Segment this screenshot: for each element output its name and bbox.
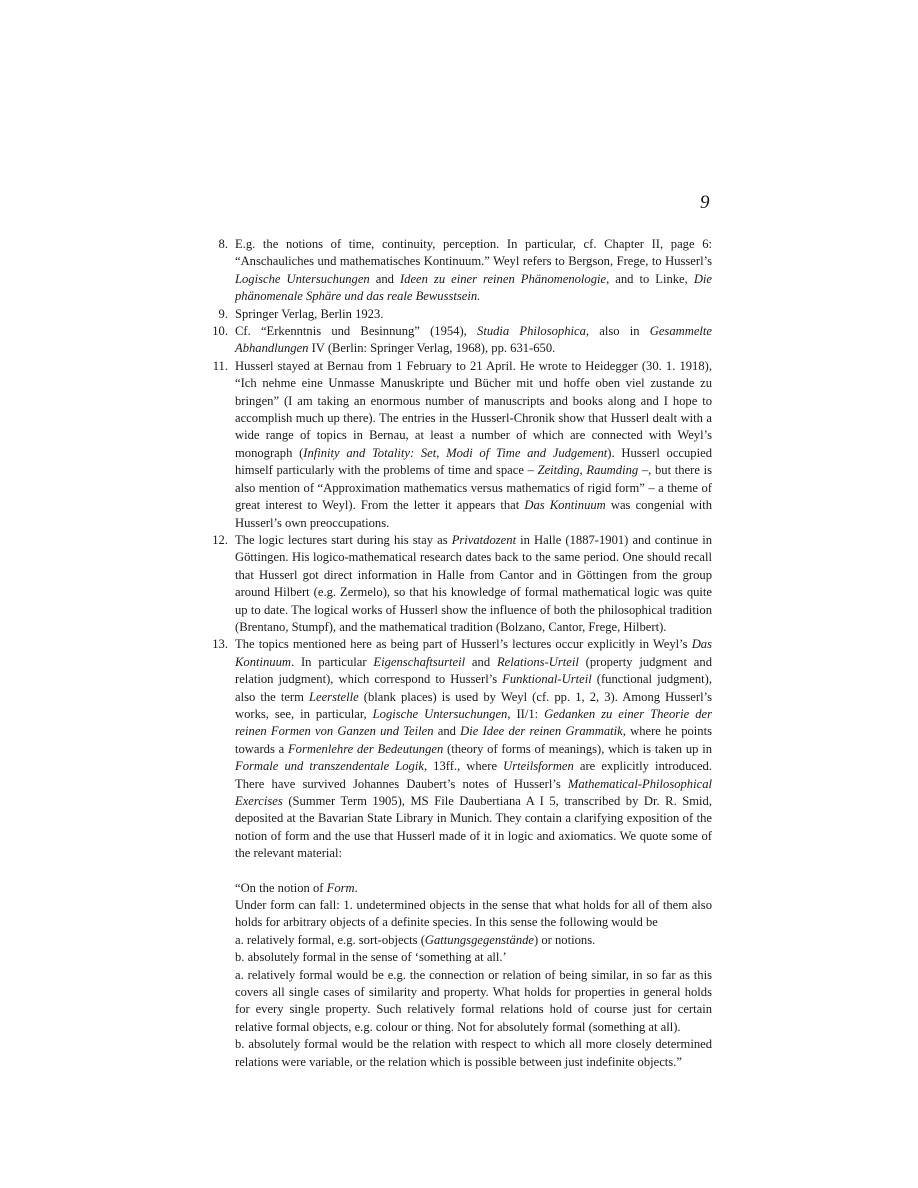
footnote-12 bbox=[200, 532, 712, 636]
quote-paragraph bbox=[235, 1036, 712, 1071]
text-run: , also in bbox=[585, 324, 650, 339]
text-run: a. relatively formal would be e.g. the connection or relation of being similar, in so far as this covers all single cases of similarity and property. What holds for properties in general holds for every single property. Such relatively formal relations hold of course just for certain relative formal objects, e.g. colour or thing. Not for absolutely formal (something at all). bbox=[235, 967, 712, 1034]
italic-text: Eigenschaftsurteil bbox=[373, 654, 466, 669]
italic-text: Logische Untersuchungen bbox=[235, 271, 370, 286]
text-run: and bbox=[433, 724, 461, 739]
text-run: IV (Berlin: Springer Verlag, 1968), pp. 631-650. bbox=[308, 341, 556, 356]
text-run: The topics mentioned here as being part of Husserl’s lectures occur explicitly in Weyl’s bbox=[235, 637, 692, 652]
text-run: , and to Linke, bbox=[606, 271, 694, 286]
text-run: Under form can fall: 1. undetermined objects in the sense that what holds for all of them also holds for arbitrary objects of a definite species. In this sense the following would be bbox=[235, 898, 712, 930]
text-run: Husserl stayed at Bernau from 1 February to 21 April. He wrote to Heidegger (30. 1. 1918), “Ich nehme eine Unmasse Manuskripte und Bücher mit und hoffe oben viel zustande zu bringen” (I am taking an enormous number of manuscripts and books along and I hope to accomplish much up there). The entries in the Husserl-Chronik show that Husserl dealt with a wide range of topics in Bernau, at least a number of which are connected with Weyl’s monograph ( bbox=[235, 358, 712, 460]
footnote-9 bbox=[200, 306, 712, 323]
text-run: , 13ff., where bbox=[423, 759, 504, 774]
text-run: a. relatively formal, e.g. sort-objects ( bbox=[235, 932, 425, 947]
footnote-11 bbox=[200, 358, 712, 532]
text-run: The logic lectures start during his stay as bbox=[235, 532, 452, 547]
text-run: , where he points towards a bbox=[235, 724, 713, 756]
footnote-text bbox=[235, 358, 712, 532]
italic-text: Privatdozent bbox=[451, 532, 517, 547]
italic-text: Gattungsgegenstände bbox=[424, 932, 535, 947]
italic-text: Gesammelte Abhandlungen bbox=[235, 324, 712, 356]
italic-text: Funktional-Urteil bbox=[502, 672, 592, 687]
footnote-number: 10. bbox=[212, 324, 228, 339]
footnote-10 bbox=[200, 323, 712, 358]
text-run: . bbox=[354, 880, 358, 895]
italic-text: Mathematical-Philosophical Exercises bbox=[235, 776, 712, 808]
text-run: Springer Verlag, Berlin 1923. bbox=[235, 306, 384, 321]
footnote-13 bbox=[200, 636, 712, 862]
text-run: Cf. “Erkenntnis und Besinnung” (1954), bbox=[235, 324, 478, 339]
text-run: . In particular bbox=[290, 654, 374, 669]
quote-paragraph bbox=[235, 932, 712, 949]
italic-text: Das Kontinuum bbox=[235, 637, 712, 669]
footnote-number: 13. bbox=[212, 637, 228, 652]
italic-text: Leerstelle bbox=[309, 689, 359, 704]
italic-text: Form bbox=[326, 880, 355, 895]
quote-paragraph bbox=[235, 897, 712, 932]
text-run: (blank places) is used by Weyl (cf. pp. 1, 2, 3). Among Husserl’s works, see, in particular, bbox=[235, 689, 712, 721]
footnote-text bbox=[235, 236, 712, 306]
text-run: are explicitly introduced. There have survived Johannes Daubert’s notes of Husserl’s bbox=[235, 759, 712, 791]
italic-text: Die phänomenale Sphäre und das reale Bewusstsein. bbox=[235, 271, 712, 304]
text-run: (functional judgment), also the term bbox=[235, 672, 712, 704]
text-run: in Halle (1887-1901) and continue in Göttingen. His logico-mathematical research dates back to the same period. One should recall that Husserl got direct information in Halle from Cantor and in Göttingen from the group around Hilbert (e.g. Zermelo), so that his knowledge of formal mathematical logic was quite up to date. The logical works of Husserl show the influence of both the philosophical tradition (Brentano, Stumpf), and the mathematical tradition (Bolzano, Cantor, Frege, Hilbert). bbox=[235, 532, 712, 634]
text-run: (theory of forms of meanings), which is taken up in bbox=[443, 741, 712, 756]
italic-text: Relations-Urteil bbox=[496, 654, 579, 669]
text-run: and bbox=[465, 654, 497, 669]
footnote-8 bbox=[200, 236, 712, 306]
footnote-text bbox=[235, 532, 712, 636]
footnote-number: 8. bbox=[218, 237, 228, 251]
footnote-text bbox=[235, 636, 712, 862]
italic-text: Urteilsformen bbox=[503, 759, 574, 774]
italic-text: Das Kontinuum bbox=[524, 498, 606, 513]
text-run: (Summer Term 1905), MS File Daubertiana A I 5, transcribed by Dr. R. Smid, deposited at the Bavarian State Library in Munich. They contain a clarifying exposition of the notion of form and the use that Husserl made of it in logic and axiomatics. We quote some of the relevant material: bbox=[235, 794, 712, 861]
italic-text: Formenlehre der Bedeutungen bbox=[287, 741, 444, 756]
italic-text: Zeitding, Raumding bbox=[537, 463, 639, 478]
italic-text: Gedanken zu einer Theorie der reinen Formen von Ganzen und Teilen bbox=[235, 706, 712, 739]
page-number: 9 bbox=[700, 192, 710, 213]
text-run: , II/1: bbox=[507, 706, 545, 721]
quote-paragraph bbox=[235, 949, 712, 966]
text-run: b. absolutely formal in the sense of ‘something at all.’ bbox=[235, 950, 507, 965]
quote-paragraph bbox=[235, 880, 712, 897]
footnote-number: 11. bbox=[212, 358, 228, 373]
text-run: b. absolutely formal would be the relation with respect to which all more closely determined relations were variable, or the relation which is possible between just indefinite objects.” bbox=[235, 1037, 712, 1069]
footnote-number: 9. bbox=[218, 306, 228, 321]
footnote-text bbox=[235, 323, 712, 358]
text-run: “On the notion of bbox=[235, 880, 327, 895]
italic-text: Ideen zu einer reinen Phänomenologie bbox=[399, 271, 607, 286]
block-quote bbox=[200, 880, 712, 1071]
quote-paragraph bbox=[235, 967, 712, 1037]
text-run: and bbox=[369, 271, 400, 286]
text-run: was congenial with Husserl’s own preoccupations. bbox=[235, 498, 713, 530]
footnote-text bbox=[235, 306, 712, 323]
italic-text: Formale und transzendentale Logik bbox=[235, 759, 424, 774]
footnotes bbox=[200, 236, 712, 1071]
text-run: E.g. the notions of time, continuity, perception. In particular, cf. Chapter II, page 6: “Anschauliches und mathematisches Kontinuum.” Weyl refers to Bergson, Frege, to Husserl’s bbox=[235, 237, 712, 269]
italic-text: Die Idee der reinen Grammatik bbox=[460, 724, 623, 739]
italic-text: Infinity and Totality: Set, Modi of Time and Judgement bbox=[303, 445, 608, 460]
footnote-number: 12. bbox=[212, 532, 228, 547]
italic-text: Studia Philosophica bbox=[477, 324, 586, 339]
italic-text: Logische Untersuchungen bbox=[372, 706, 508, 721]
text-run: ). Husserl occupied himself particularly with the problems of time and space – bbox=[235, 445, 712, 478]
text-run: (property judgment and relation judgment), which correspond to Husserl’s bbox=[235, 654, 712, 687]
text-run: –, but there is also mention of “Approximation mathematics versus mathematics of rigid form” – a theme of great interest to Weyl). From the letter it appears that bbox=[235, 463, 712, 513]
text-run: ) or notions. bbox=[534, 932, 596, 947]
